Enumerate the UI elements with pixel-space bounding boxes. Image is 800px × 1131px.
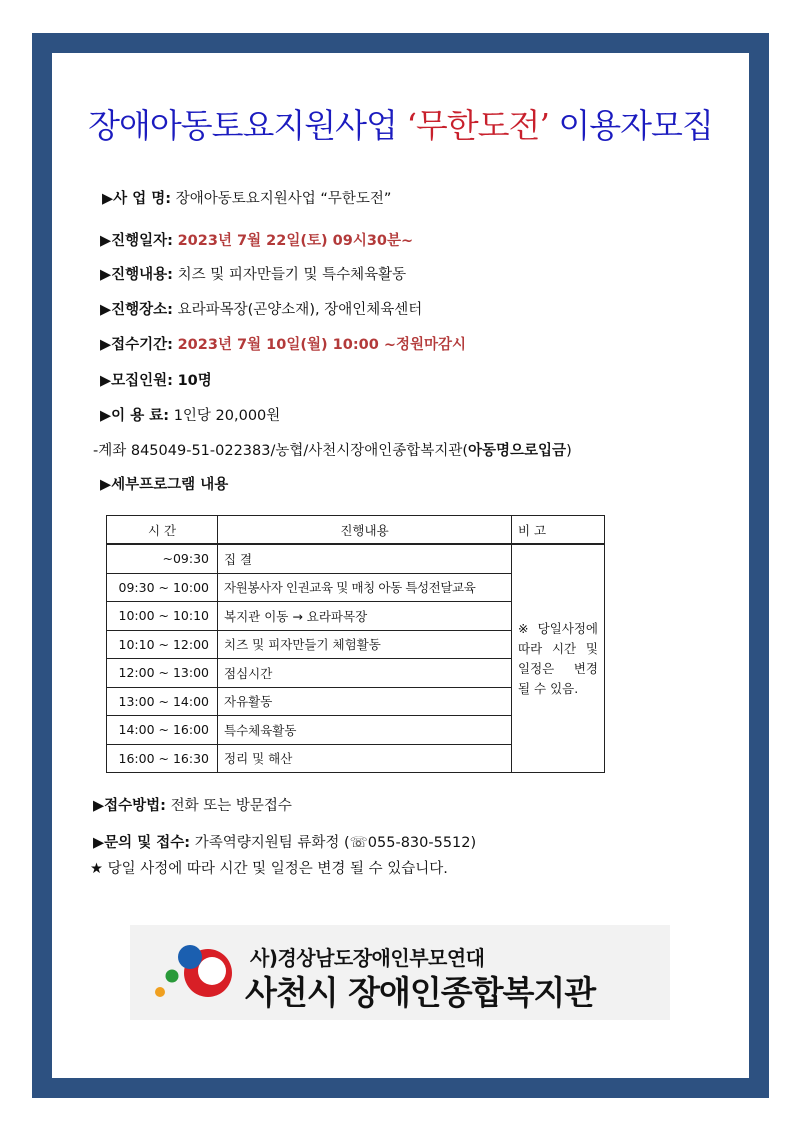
title-highlight: ‘무한도전’: [406, 106, 549, 145]
table-row: 09:30 ~ 10:00 자원봉사자 인권교육 및 매칭 아동 특성전달교육: [107, 573, 605, 602]
info-project: ▶사 업 명: 장애아동토요지원사업 “무한도전”: [102, 191, 392, 207]
footer-contact: ▶문의 및 접수: 가족역량지원팀 류화정 (☏055-830-5512): [93, 835, 477, 851]
logo-name: 사천시 장애인종합복지관: [245, 973, 596, 1012]
organization-emblem-icon: [150, 942, 242, 1004]
header-note: 비 고: [512, 516, 605, 545]
schedule-note: ※당일사정에 따라 시간 및 일정은 변경 될 수 있음.: [512, 544, 605, 773]
table-row: 13:00 ~ 14:00 자유활동: [107, 687, 605, 716]
header-time: 시 간: [107, 516, 218, 545]
info-date: ▶진행일자: 2023년 7월 22일(토) 09시30분~: [100, 233, 414, 249]
table-row: 14:00 ~ 16:00 특수체육활동: [107, 716, 605, 745]
info-period: ▶접수기간: 2023년 7월 10일(월) 10:00 ~정원마감시: [100, 337, 467, 353]
info-content: ▶진행내용: 치즈 및 피자만들기 및 특수체육활동: [100, 267, 407, 283]
table-row: 10:00 ~ 10:10 복지관 이동 → 요라파목장: [107, 602, 605, 631]
schedule-table: [106, 515, 605, 773]
table-row: 16:00 ~ 16:30 정리 및 해산: [107, 744, 605, 773]
header-content: 진행내용: [218, 516, 512, 545]
table-row: 12:00 ~ 13:00 점심시간: [107, 659, 605, 688]
info-recruit: ▶모집인원: 10명: [100, 373, 212, 389]
footer-method: ▶접수방법: 전화 또는 방문접수: [93, 798, 292, 814]
info-account: -계좌 845049-51-022383/농협/사천시장애인종합복지관(아동명으로입금): [93, 443, 572, 459]
logo-subtitle: 사)경상남도장애인부모연대: [250, 946, 485, 970]
info-program-heading: ▶세부프로그램 내용: [100, 477, 229, 493]
page-title: 장애아동토요지원사업 ‘무한도전’ 이용자모집: [88, 106, 713, 145]
info-fee: ▶이 용 료: 1인당 20,000원: [100, 408, 281, 424]
table-row: 10:10 ~ 12:00 치즈 및 피자만들기 체험활동: [107, 630, 605, 659]
table-row: ~09:30 집 결 ※당일사정에 따라 시간 및 일정은 변경 될 수 있음.: [107, 544, 605, 573]
info-place: ▶진행장소: 요라파목장(곤양소재), 장애인체육센터: [100, 302, 423, 318]
footer-notice: ★ 당일 사정에 따라 시간 및 일정은 변경 될 수 있습니다.: [90, 861, 448, 877]
